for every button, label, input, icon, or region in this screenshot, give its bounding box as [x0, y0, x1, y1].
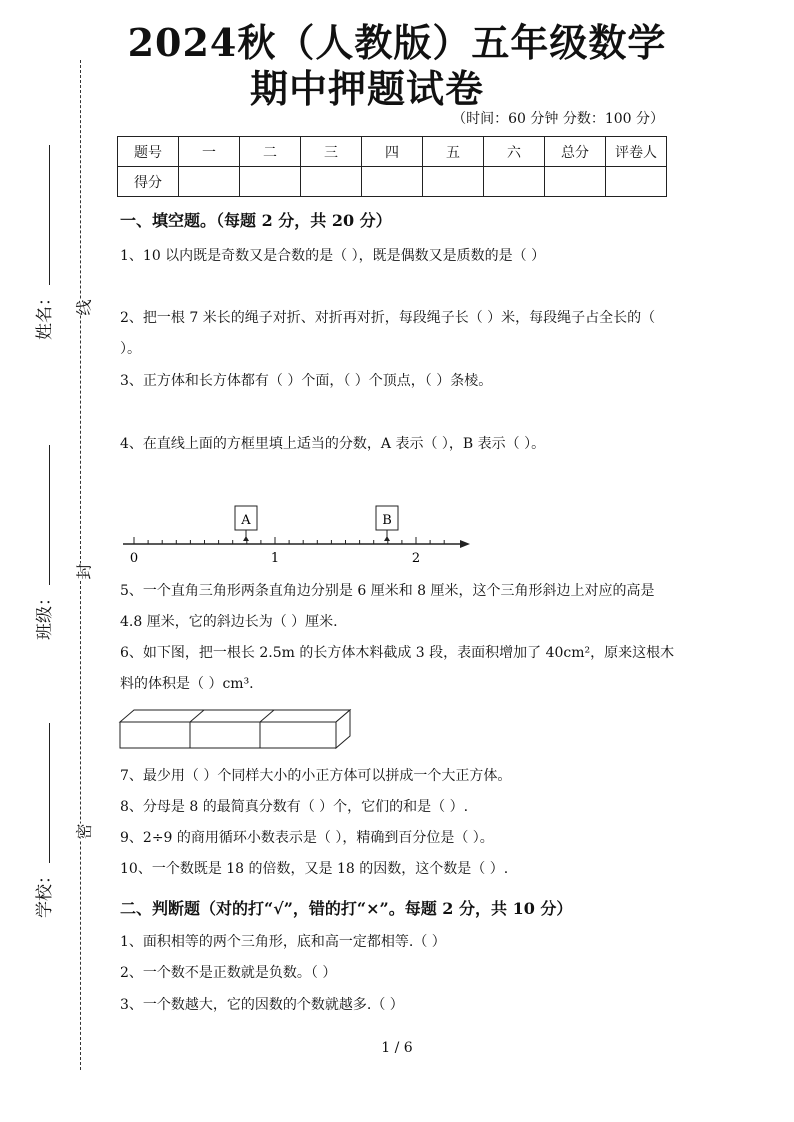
- score-table-header-row: [118, 137, 667, 167]
- question-1-9: 9、2÷9 的商用循环小数表示是（ ），精确到百分位是（ ）。: [120, 830, 494, 846]
- question-2-2: 2、一个数不是正数就是负数。（ ）: [120, 965, 337, 981]
- question-1-10: 10、一个数既是 18 的倍数，又是 18 的因数，这个数是（ ）.: [120, 861, 509, 877]
- class-field[interactable]: [30, 445, 55, 640]
- question-2-3: 3、一个数越大，它的因数的个数就越多.（ ）: [120, 997, 404, 1013]
- school-label: 学校：: [35, 867, 55, 918]
- box-b-arrow-icon: [384, 536, 390, 541]
- class-label: 班级：: [35, 589, 55, 640]
- margin-mark-line: 线: [72, 299, 95, 315]
- name-field[interactable]: [30, 145, 55, 340]
- question-1-5: 5、一个直角三角形两条直角边分别是 6 厘米和 8 厘米，这个三角形斜边上对应的高是 4.8 厘米，它的斜边长为（ ）厘米.: [120, 583, 655, 630]
- class-blank[interactable]: [49, 445, 50, 585]
- question-1-2: 2、把一根 7 米长的绳子对折、对折再对折，每段绳子长（ ）米，每段绳子占全长的（ ）。: [120, 310, 656, 357]
- header-cell: 二: [240, 137, 301, 167]
- school-field[interactable]: [30, 723, 55, 918]
- number-line-ticks: [134, 537, 444, 544]
- block-front-face: [120, 722, 336, 748]
- score-cell[interactable]: [240, 167, 301, 197]
- tick-label-2: 2: [411, 551, 421, 566]
- question-1-8: 8、分母是 8 的最简真分数有（ ）个，它们的和是（ ）.: [120, 799, 469, 815]
- name-blank[interactable]: [49, 145, 50, 285]
- box-a-arrow-icon: [243, 536, 249, 541]
- header-cell: 六: [484, 137, 545, 167]
- question-1-3: 3、正方体和长方体都有（ ）个面，（ ）个顶点，（ ）条棱。: [120, 373, 493, 389]
- page-number: 1 / 6: [381, 1040, 413, 1056]
- block-top-face: [120, 710, 350, 722]
- header-cell: 四: [362, 137, 423, 167]
- wood-block-figure: [118, 708, 358, 750]
- score-cell[interactable]: [423, 167, 484, 197]
- tick-label-0: 0: [129, 551, 139, 566]
- score-cell[interactable]: [484, 167, 545, 197]
- box-b-label: B: [382, 513, 392, 528]
- section1-heading: 一、填空题。（每题 2 分，共 20 分）: [120, 211, 392, 230]
- header-cell: 评卷人: [606, 137, 667, 167]
- question-1-7: 7、最少用（ ）个同样大小的小正方体可以拼成一个大正方体。: [120, 768, 512, 784]
- header-cell: 一: [179, 137, 240, 167]
- score-cell[interactable]: [362, 167, 423, 197]
- margin-mark-secret: 密: [72, 823, 95, 839]
- number-line-figure: [118, 500, 478, 570]
- header-cell: 五: [423, 137, 484, 167]
- name-label: 姓名：: [35, 289, 55, 340]
- time-score-info: （时间：60 分钟 分数：100 分）: [452, 111, 664, 127]
- score-cell[interactable]: [301, 167, 362, 197]
- score-table: [117, 136, 667, 197]
- margin-mark-seal: 封: [72, 563, 95, 579]
- question-2-1: 1、面积相等的两个三角形，底和高一定都相等.（ ）: [120, 934, 446, 950]
- question-1-1: 1、10 以内既是奇数又是合数的是（ ），既是偶数又是质数的是（ ）: [120, 248, 546, 264]
- score-cell[interactable]: [179, 167, 240, 197]
- score-table-score-row: [118, 167, 667, 197]
- header-cell: 总分: [545, 137, 606, 167]
- school-blank[interactable]: [49, 723, 50, 863]
- box-a-label: A: [241, 513, 251, 528]
- header-cell: 题号: [118, 137, 179, 167]
- tick-label-1: 1: [270, 551, 280, 566]
- header-cell: 三: [301, 137, 362, 167]
- score-cell[interactable]: [545, 167, 606, 197]
- number-line-arrow-icon: [460, 540, 470, 548]
- exam-title-line1: 2024秋（人教版）五年级数学: [127, 20, 667, 65]
- score-row-label: 得分: [118, 167, 179, 197]
- section2-heading: 二、判断题（对的打“√”，错的打“×”。每题 2 分，共 10 分）: [120, 899, 573, 918]
- exam-title-line2: 期中押题试卷: [250, 66, 485, 111]
- score-cell[interactable]: [606, 167, 667, 197]
- question-1-4: 4、在直线上面的方框里填上适当的分数，A 表示（ ），B 表示（ ）。: [120, 436, 546, 452]
- question-1-6: 6、如下图，把一根长 2.5m 的长方体木料截成 3 段，表面积增加了 40cm²，原来这根木料的体积是（ ）cm³.: [120, 645, 675, 692]
